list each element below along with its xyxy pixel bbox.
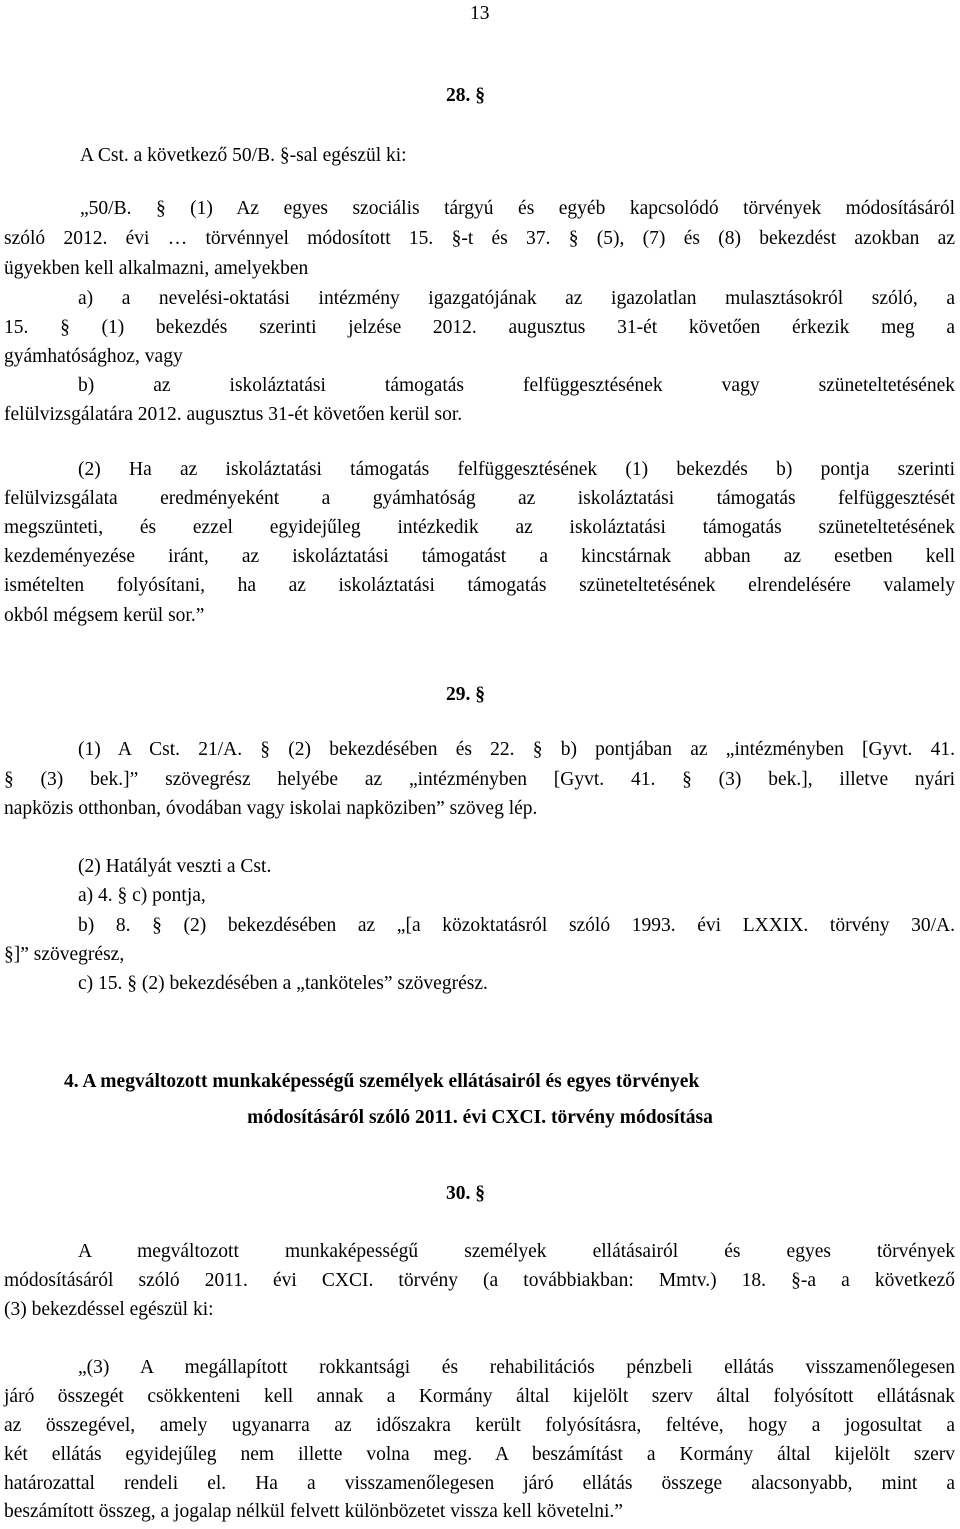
s30-p1-line-3: (3) bekezdéssel egészül ki: bbox=[4, 1299, 214, 1320]
s28-p2-line-3: megszünteti, és ezzel egyidejűleg intézkedik az iskoláztatási támogatás szüneteltetésének bbox=[4, 517, 955, 538]
s28-b-line-1: b) az iskoláztatási támogatás felfüggesztésének vagy szüneteltetésének bbox=[78, 375, 955, 396]
s30-p1-line-2: módosításáról szóló 2011. évi CXCI. törvény (a továbbiakban: Mmtv.) 18. §-a a következő bbox=[4, 1270, 955, 1291]
s29-p1-line-1: (1) A Cst. 21/A. § (2) bekezdésében és 22. § b) pontjában az „intézményben [Gyvt. 41. bbox=[78, 739, 955, 760]
s28-p1-line-3: ügyekben kell alkalmazni, amelyekben bbox=[4, 258, 309, 279]
s29-p2-line-2: a) 4. § c) pontja, bbox=[78, 885, 206, 906]
s28-p2-line-6: okból mégsem kerül sor.” bbox=[4, 605, 205, 626]
s30-p2-line-4: két ellátás egyidejűleg nem illette volna meg. A beszámítást a Kormány által kijelölt szerv bbox=[4, 1444, 955, 1465]
s30-p2-line-1: „(3) A megállapított rokkantsági és rehabilitációs pénzbeli ellátás visszamenőlegesen bbox=[78, 1357, 955, 1378]
s29-p2-line-5: c) 15. § (2) bekezdésében a „tanköteles” szövegrész. bbox=[78, 973, 488, 994]
s30-p1-line-1: A megváltozott munkaképességű személyek ellátásairól és egyes törvények bbox=[78, 1241, 955, 1262]
s30-p2-line-5: határozattal rendeli el. Ha a visszamenőlegesen járó ellátás összege alacsonyabb, mint a bbox=[4, 1473, 955, 1494]
s28-p1-line-2: szóló 2012. évi … törvénnyel módosított 15. §-t és 37. § (5), (7) és (8) bekezdést azokban az bbox=[4, 228, 955, 249]
page-number: 13 bbox=[470, 3, 490, 24]
s29-p2-line-4: §]” szövegrész, bbox=[4, 944, 125, 965]
s29-p1-line-2: § (3) bek.]” szövegrész helyébe az „intézményben [Gyvt. 41. § (3) bek.], illetve nyári bbox=[4, 769, 955, 790]
section-28-intro: A Cst. a következő 50/B. §-sal egészül ki: bbox=[80, 145, 407, 166]
s30-p2-line-2: járó összegét csökkenteni kell annak a Kormány által kijelölt szerv által folyósított ellátásnak bbox=[4, 1386, 955, 1407]
chapter-4-title-line-1: 4. A megváltozott munkaképességű személyek ellátásairól és egyes törvények bbox=[64, 1071, 700, 1092]
s30-p2-line-6: beszámított összeg, a jogalap nélkül felvett különbözetet vissza kell követelni.” bbox=[4, 1501, 623, 1522]
s28-p2-line-2: felülvizsgálata eredményeként a gyámhatóság az iskoláztatási támogatás felfüggesztését bbox=[4, 488, 955, 509]
section-29-heading: 29. § bbox=[446, 684, 485, 705]
s28-p2-line-4: kezdeményezése iránt, az iskoláztatási támogatást a kincstárnak abban az esetben kell bbox=[4, 546, 955, 567]
s30-p2-line-3: az összegével, amely ugyanarra az időszakra került folyósításra, feltéve, hogy a jogosultat a bbox=[4, 1415, 955, 1436]
s28-p2-line-5: ismételten folyósítani, ha az iskoláztatási támogatás szüneteltetésének elrendelésére valamely bbox=[4, 575, 955, 596]
s29-p2-line-3: b) 8. § (2) bekezdésében az „[a közoktatásról szóló 1993. évi LXXIX. törvény 30/A. bbox=[78, 915, 955, 936]
s28-a-line-2: 15. § (1) bekezdés szerinti jelzése 2012. augusztus 31-ét követően érkezik meg a bbox=[4, 317, 955, 338]
s28-b-line-2: felülvizsgálatára 2012. augusztus 31-ét követően kerül sor. bbox=[4, 404, 463, 425]
s29-p1-line-3: napközis otthonban, óvodában vagy iskolai napköziben” szöveg lép. bbox=[4, 798, 538, 819]
section-28-heading: 28. § bbox=[446, 85, 485, 106]
s28-a-line-3: gyámhatósághoz, vagy bbox=[4, 346, 183, 367]
s28-p1-line-1: „50/B. § (1) Az egyes szociális tárgyú és egyéb kapcsolódó törvények módosításáról bbox=[80, 198, 955, 219]
s28-a-line-1: a) a nevelési-oktatási intézmény igazgatójának az igazolatlan mulasztásokról szóló, a bbox=[78, 288, 955, 309]
section-30-heading: 30. § bbox=[446, 1183, 485, 1204]
chapter-4-title-line-2: módosításáról szóló 2011. évi CXCI. törvény módosítása bbox=[247, 1107, 713, 1128]
s28-p2-line-1: (2) Ha az iskoláztatási támogatás felfüggesztésének (1) bekezdés b) pontja szerinti bbox=[78, 459, 955, 480]
s29-p2-line-1: (2) Hatályát veszti a Cst. bbox=[78, 856, 272, 877]
